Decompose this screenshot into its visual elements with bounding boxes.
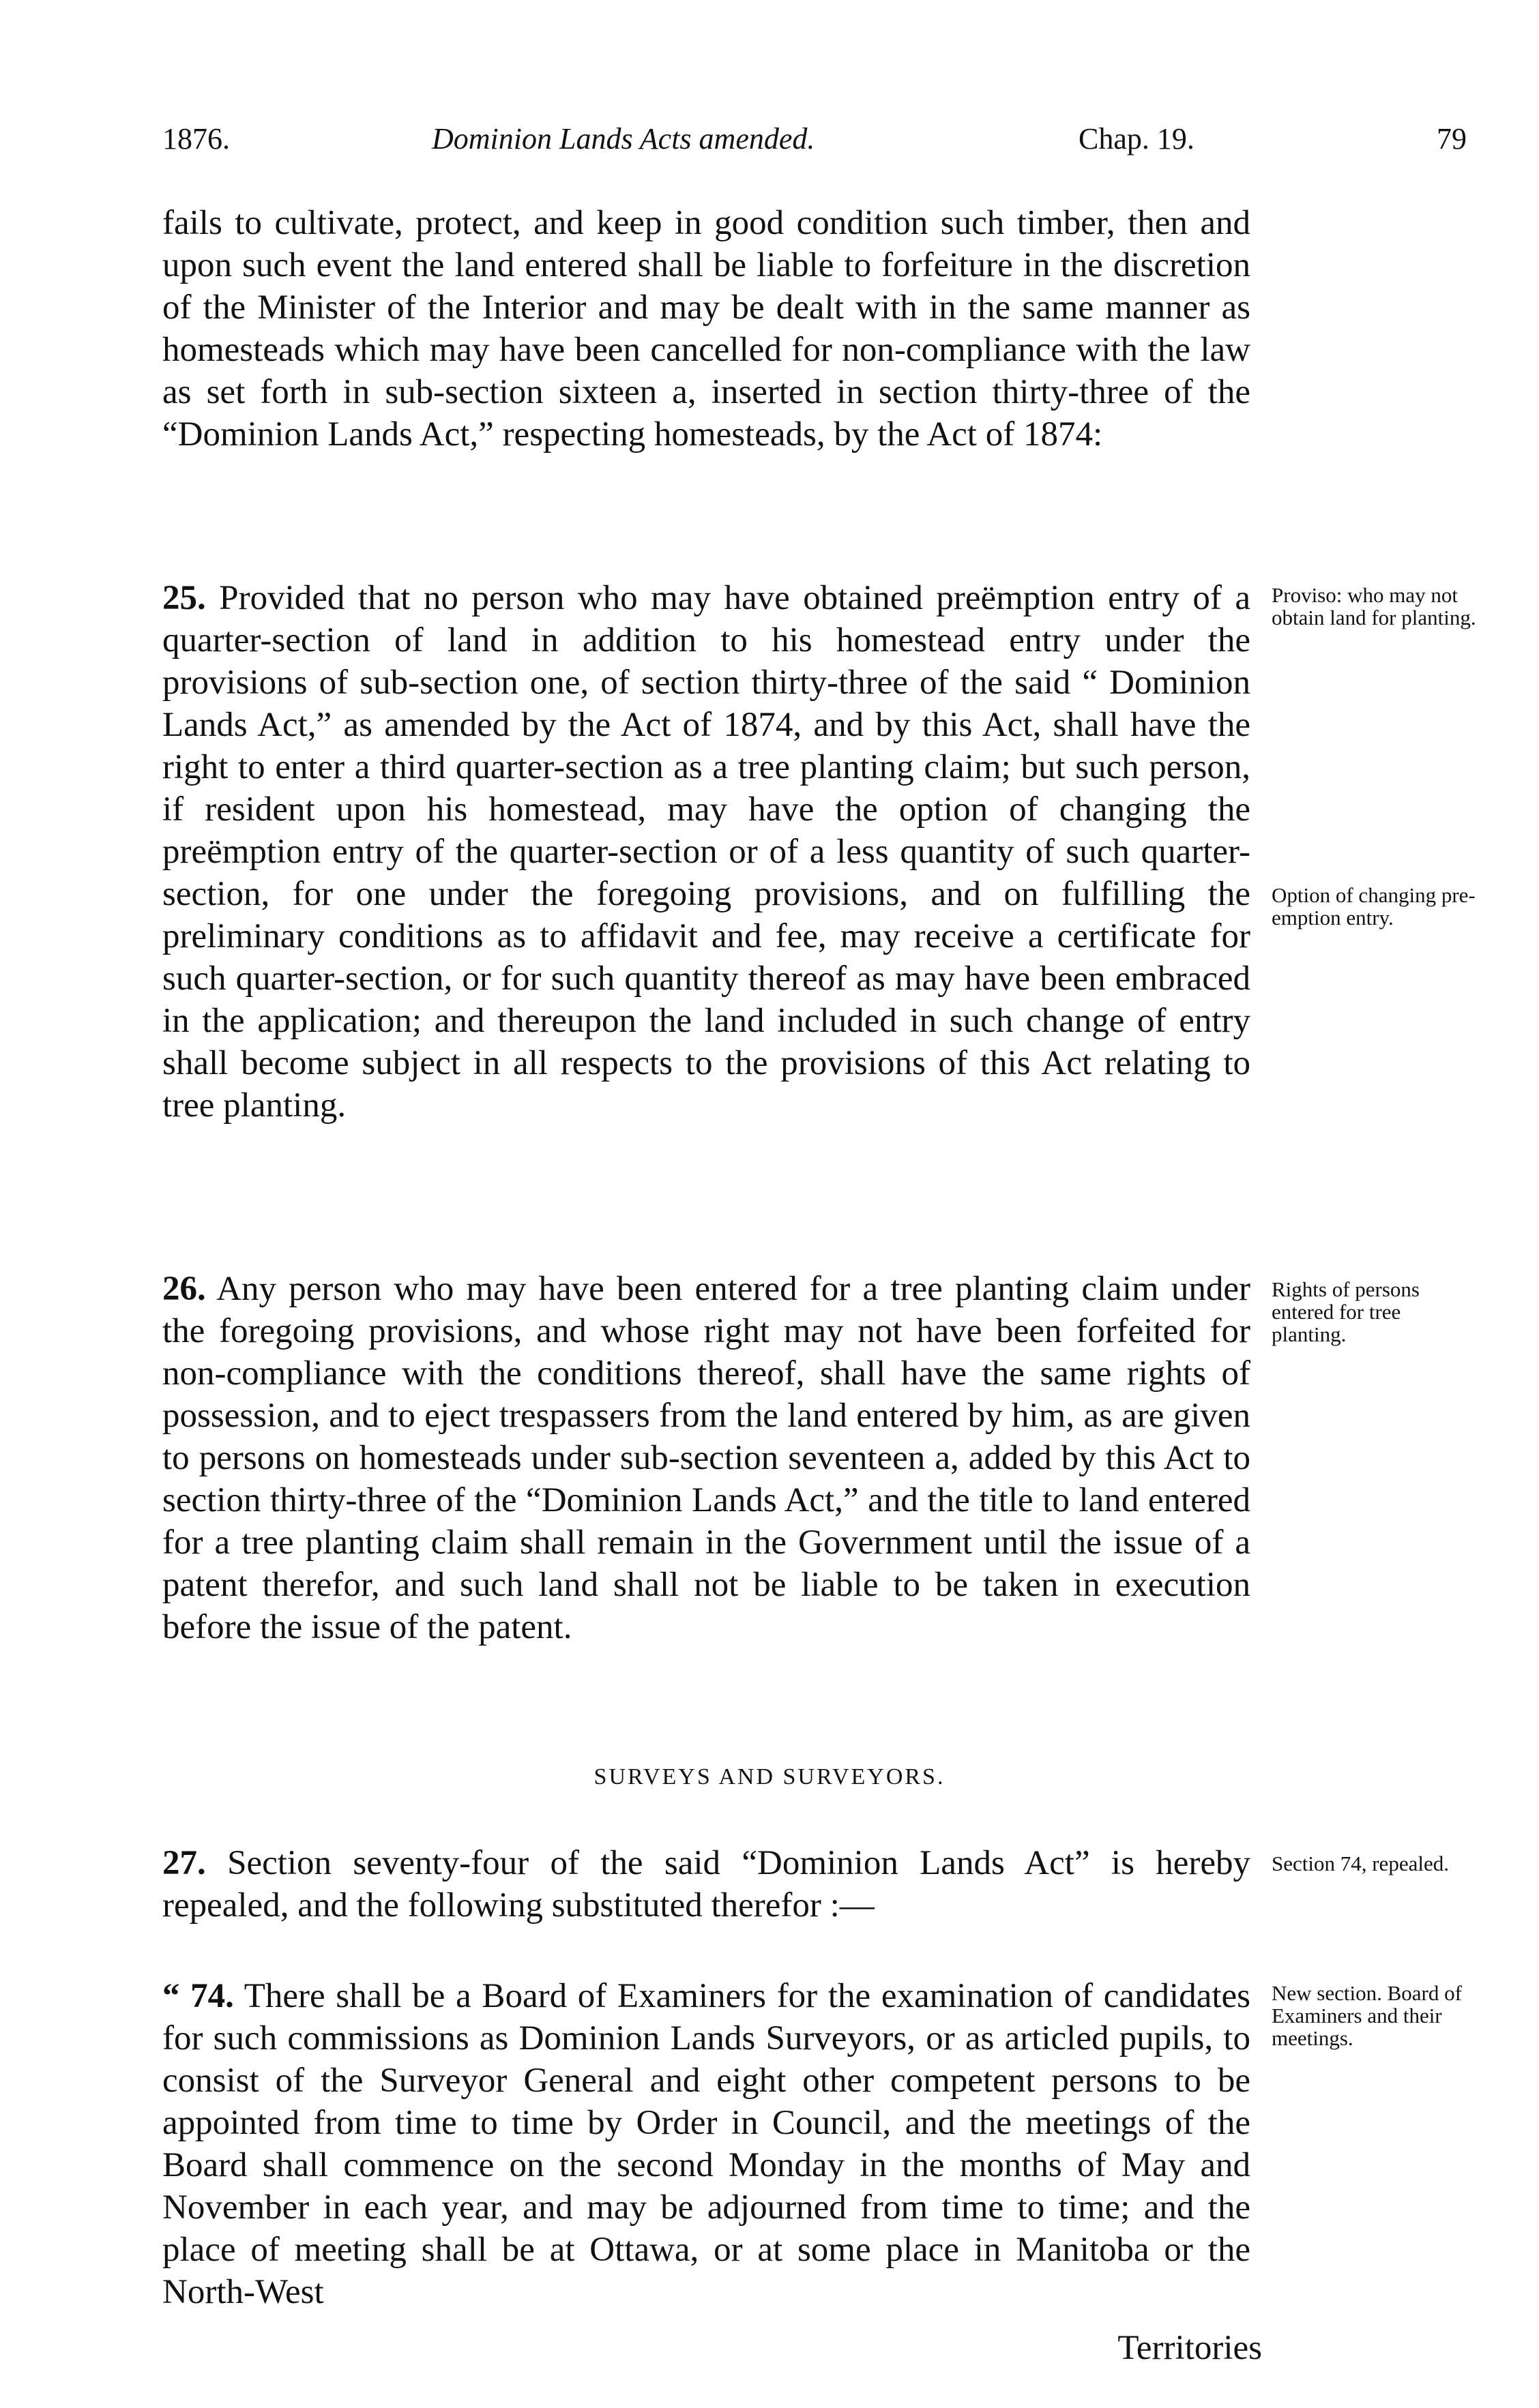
section-74-text: There shall be a Board of Examiners for the examination of candidates for such commissions as Dominion Lands Surveyors, or as articled pupils, to consist of the Surveyor General and eight other competent persons to be appointed from time to time by Order in Council, and the meetings of the Board shall commence on the second Monday in the months of May and November in each year, and may be adjourned from time to time; and the place of meeting shall be at Ottawa, or at some place in Manitoba or the North-West [162, 1977, 1250, 2311]
section-number-74: “ 74. [162, 1977, 234, 2015]
paragraph-section-27 [162, 1842, 1250, 1927]
margin-note-rights: Rights of persons entered for tree planting. [1272, 1277, 1420, 1346]
header-title: Dominion Lands Acts amended. [432, 122, 815, 155]
margin-note-section-74: Section 74, repealed. [1272, 1852, 1449, 1875]
continuation-word: Territories [1117, 2329, 1262, 2367]
paragraph-continued: fails to cultivate, protect, and keep in good condition such timber, then and upon such event the land entered shall be liable to forfeiture in the discretion of the Minister of the Interior and may be dealt with in the same manner as homesteads which may have been cancelled for non-compliance with the law as set forth in sub-section sixteen a, inserted in section thirty-three of the “Dominion Lands Act,” respecting homesteads, by the Act of 1874: [162, 204, 1250, 454]
section-number-26: 26. [162, 1270, 206, 1308]
margin-note-option: Option of changing pre-emption entry. [1272, 883, 1476, 930]
paragraph-section-25 [162, 577, 1250, 1127]
header-chapter: Chap. 19. [1079, 122, 1194, 155]
section-number-27: 27. [162, 1844, 206, 1882]
section-27-text: Section seventy-four of the said “Dominion Lands Act” is hereby repealed, and the following substituted therefor :— [162, 1844, 1251, 1924]
section-heading: SURVEYS AND SURVEYORS. [593, 1764, 946, 1789]
section-number-25: 25. [162, 579, 206, 617]
section-26-text: Any person who may have been entered for a tree planting claim under the foregoing provisions, and whose right may not have been forfeited for non-compliance with the conditions thereof, shall have the same rights of possession, and to eject trespassers from the land entered by him, as are given to persons on homesteads under sub-section seventeen a, added by this Act to section thirty-three of the “Dominion Lands Act,” and the title to land entered for a tree planting claim shall remain in the Government until the issue of a patent therefor, and such land shall not be liable to be taken in execution before the issue of the patent. [162, 1270, 1250, 1646]
running-header [162, 121, 1467, 169]
page-number: 79 [1437, 122, 1467, 155]
section-25-text: Provided that no person who may have obtained preëmption entry of a quarter-section of land in addition to his homestead entry under the provisions of sub-section one, of section thirty-three of the said “ Dominion Lands Act,” as amended by the Act of 1874, and by this Act, shall have the right to enter a third quarter-section as a tree planting claim; but such person, if resident upon his homestead, may have the option of changing the preëmption entry of the quarter-section or of a less quantity of such quarter-section, for one under the foregoing provisions, and on fulfilling the preliminary conditions as to affidavit and fee, may receive a certificate for such quarter-section, or for such quantity thereof as may have been embraced in the application; and thereupon the land included in such change of entry shall become subject in all respects to the provisions of this Act relating to tree planting. [162, 579, 1250, 1125]
margin-note-new-section: New section. Board of Examiners and their meetings. [1272, 1981, 1462, 2050]
header-year: 1876. [162, 122, 230, 155]
paragraph-section-74 [162, 1975, 1250, 2313]
margin-note-proviso: Proviso: who may not obtain land for planting. [1272, 583, 1476, 629]
paragraph-section-26 [162, 1268, 1250, 1648]
